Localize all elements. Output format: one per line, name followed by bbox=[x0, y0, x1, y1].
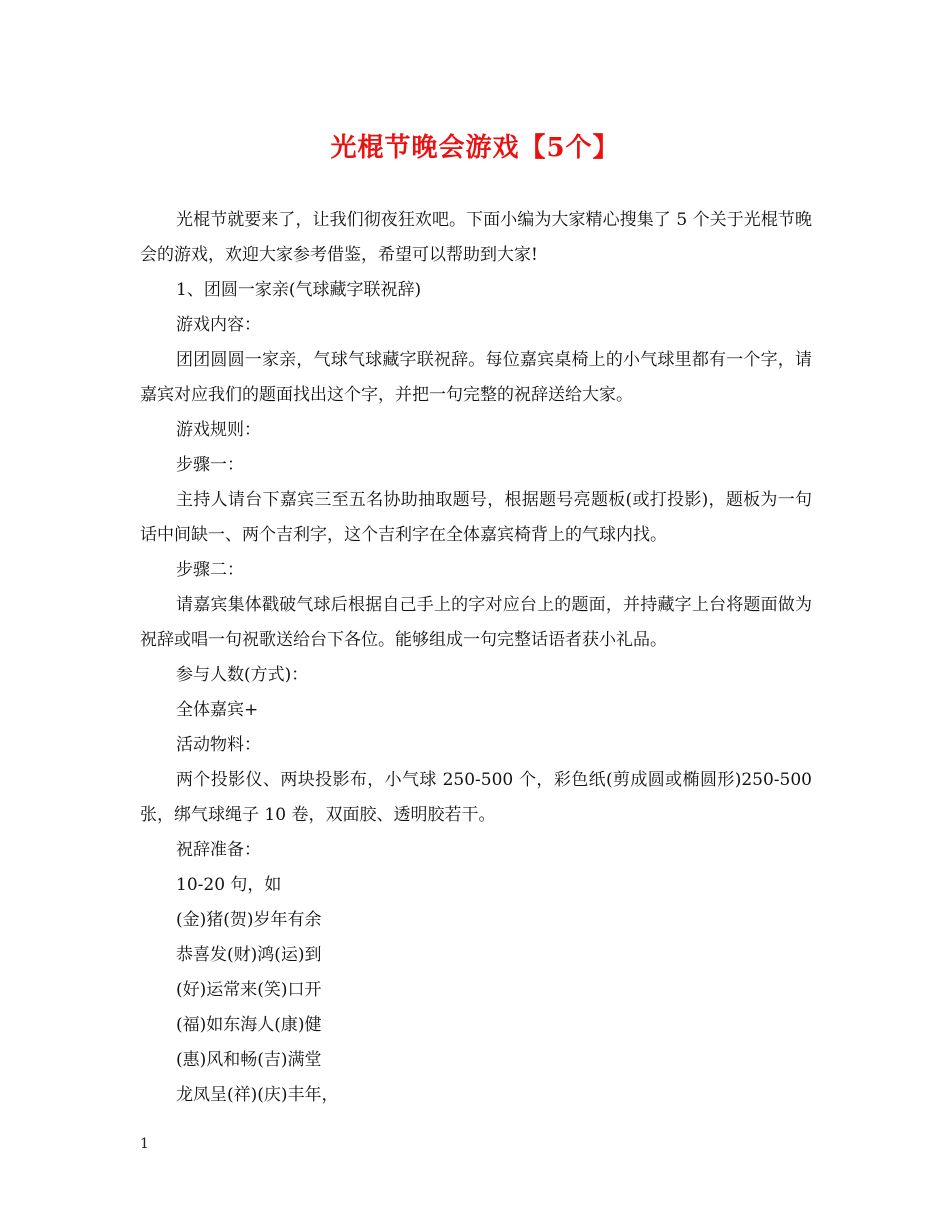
document-body bbox=[140, 203, 812, 1113]
label-participants: 参与人数(方式)： bbox=[176, 665, 309, 685]
greeting-line: 恭喜发(财)鸿(运)到 bbox=[176, 945, 322, 965]
greetings-count: 10-20 句，如 bbox=[176, 875, 282, 895]
section-heading-game-1: 1、团圆一家亲(气球藏字联祝辞) bbox=[176, 280, 422, 300]
label-step-two: 步骤二： bbox=[176, 560, 244, 580]
greeting-line: 龙凤呈(祥)(庆)丰年， bbox=[176, 1085, 339, 1105]
participants-value: 全体嘉宾+ bbox=[176, 700, 259, 720]
document-title: 光棍节晚会游戏【5个】 bbox=[330, 133, 620, 163]
page-number: 1 bbox=[140, 1136, 149, 1152]
label-game-rules: 游戏规则： bbox=[176, 420, 261, 440]
greeting-line: (惠)风和畅(吉)满堂 bbox=[176, 1050, 322, 1070]
label-game-content: 游戏内容： bbox=[176, 315, 261, 335]
step-two-paragraph: 请嘉宾集体戳破气球后根据自己手上的字对应台上的题面，并持藏字上台将题面做为祝辞或唱一句祝歌送给台下各位。能够组成一句完整话语者获小礼品。 bbox=[140, 595, 812, 650]
label-step-one: 步骤一： bbox=[176, 455, 244, 475]
greeting-line: (福)如东海人(康)健 bbox=[176, 1015, 322, 1035]
label-materials: 活动物料： bbox=[176, 735, 261, 755]
intro-paragraph: 光棍节就要来了，让我们彻夜狂欢吧。下面小编为大家精心搜集了 5 个关于光棍节晚会的游戏，欢迎大家参考借鉴，希望可以帮助到大家! bbox=[140, 210, 812, 265]
step-one-paragraph: 主持人请台下嘉宾三至五名协助抽取题号，根据题号亮题板(或打投影)，题板为一句话中间缺一、两个吉利字，这个吉利字在全体嘉宾椅背上的气球内找。 bbox=[140, 490, 812, 545]
greeting-line: (好)运常来(笑)口开 bbox=[176, 980, 322, 1000]
game-content-paragraph: 团团圆圆一家亲，气球气球藏字联祝辞。每位嘉宾桌椅上的小气球里都有一个字，请嘉宾对应我们的题面找出这个字，并把一句完整的祝辞送给大家。 bbox=[140, 350, 812, 405]
label-greetings-prep: 祝辞准备： bbox=[176, 840, 261, 860]
materials-paragraph: 两个投影仪、两块投影布，小气球 250-500 个，彩色纸(剪成圆或椭圆形)250-500 张，绑气球绳子 10 卷，双面胶、透明胶若干。 bbox=[140, 770, 812, 825]
greeting-line: (金)猪(贺)岁年有余 bbox=[176, 910, 322, 930]
